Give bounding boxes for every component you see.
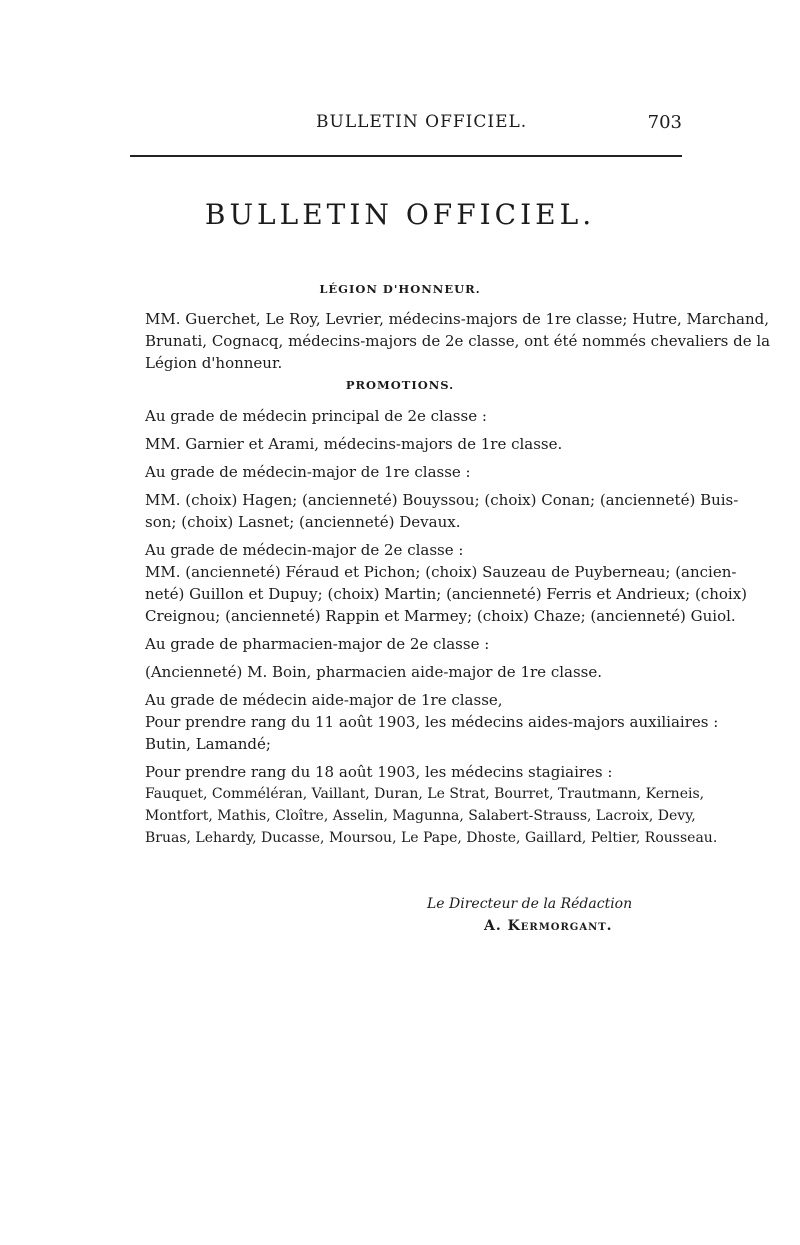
running-head-title: BULLETIN OFFICIEL. — [316, 112, 528, 132]
promotion-names: Bruas, Lehardy, Ducasse, Moursou, Le Pape, Dhoste, Gaillard, Peltier, Rousseau. — [145, 830, 718, 846]
promotion-names: MM. Garnier et Arami, médecins-majors de 1re classe. — [145, 435, 563, 453]
promotion-names: MM. (ancienneté) Féraud et Pichon; (choix) Sauzeau de Puyberneau; (ancien- — [145, 563, 737, 581]
promotion-grade: Au grade de médecin-major de 1re classe : — [145, 463, 471, 481]
promotion-names: Creignou; (ancienneté) Rappin et Marmey; (choix) Chaze; (ancienneté) Guiol. — [145, 607, 736, 625]
promotion-rank-note: Pour prendre rang du 11 août 1903, les médecins aides-majors auxiliaires : — [145, 713, 719, 731]
signature-name: A. Kermorgant. — [484, 918, 613, 934]
header-rule — [130, 155, 682, 157]
promotion-names: MM. (choix) Hagen; (ancienneté) Bouyssou; (choix) Conan; (ancienneté) Buis- — [145, 491, 739, 509]
legion-paragraph — [145, 308, 771, 374]
promotion-names: (Ancienneté) M. Boin, pharmacien aide-major de 1re classe. — [145, 663, 602, 681]
promotion-names: son; (choix) Lasnet; (ancienneté) Devaux. — [145, 513, 461, 531]
promotions-body — [145, 405, 748, 849]
legion-line: Brunati, Cognacq, médecins-majors de 2e classe, ont été nommés chevaliers de la — [145, 332, 771, 350]
legion-line: MM. Guerchet, Le Roy, Levrier, médecins-majors de 1re classe; Hutre, Marchand, — [145, 310, 770, 328]
legion-line: Légion d'honneur. — [145, 354, 283, 372]
promotion-names: Montfort, Mathis, Cloître, Asselin, Magunna, Salabert-Strauss, Lacroix, Devy, — [145, 808, 696, 824]
signature-title: Le Directeur de la Rédaction — [427, 896, 633, 912]
page-title: BULLETIN OFFICIEL. — [204, 198, 596, 231]
page-number: 703 — [647, 112, 682, 133]
promotion-grade: Au grade de pharmacien-major de 2e classe : — [145, 635, 490, 653]
promotion-names: Butin, Lamandé; — [145, 735, 271, 753]
promotion-grade: Au grade de médecin-major de 2e classe : — [145, 541, 464, 559]
legion-heading: LÉGION D'HONNEUR. — [319, 282, 481, 296]
promotion-rank-note: Pour prendre rang du 18 août 1903, les médecins stagiaires : — [145, 763, 613, 781]
promotion-names: Fauquet, Comméléran, Vaillant, Duran, Le Strat, Bourret, Trautmann, Kerneis, — [145, 786, 705, 802]
running-head — [130, 112, 682, 136]
promotion-grade: Au grade de médecin aide-major de 1re classe, — [145, 691, 503, 709]
promotion-grade: Au grade de médecin principal de 2e classe : — [145, 407, 487, 425]
promotion-names: neté) Guillon et Dupuy; (choix) Martin; (ancienneté) Ferris et Andrieux; (choix) — [145, 585, 748, 603]
promotions-heading: PROMOTIONS. — [345, 378, 455, 392]
